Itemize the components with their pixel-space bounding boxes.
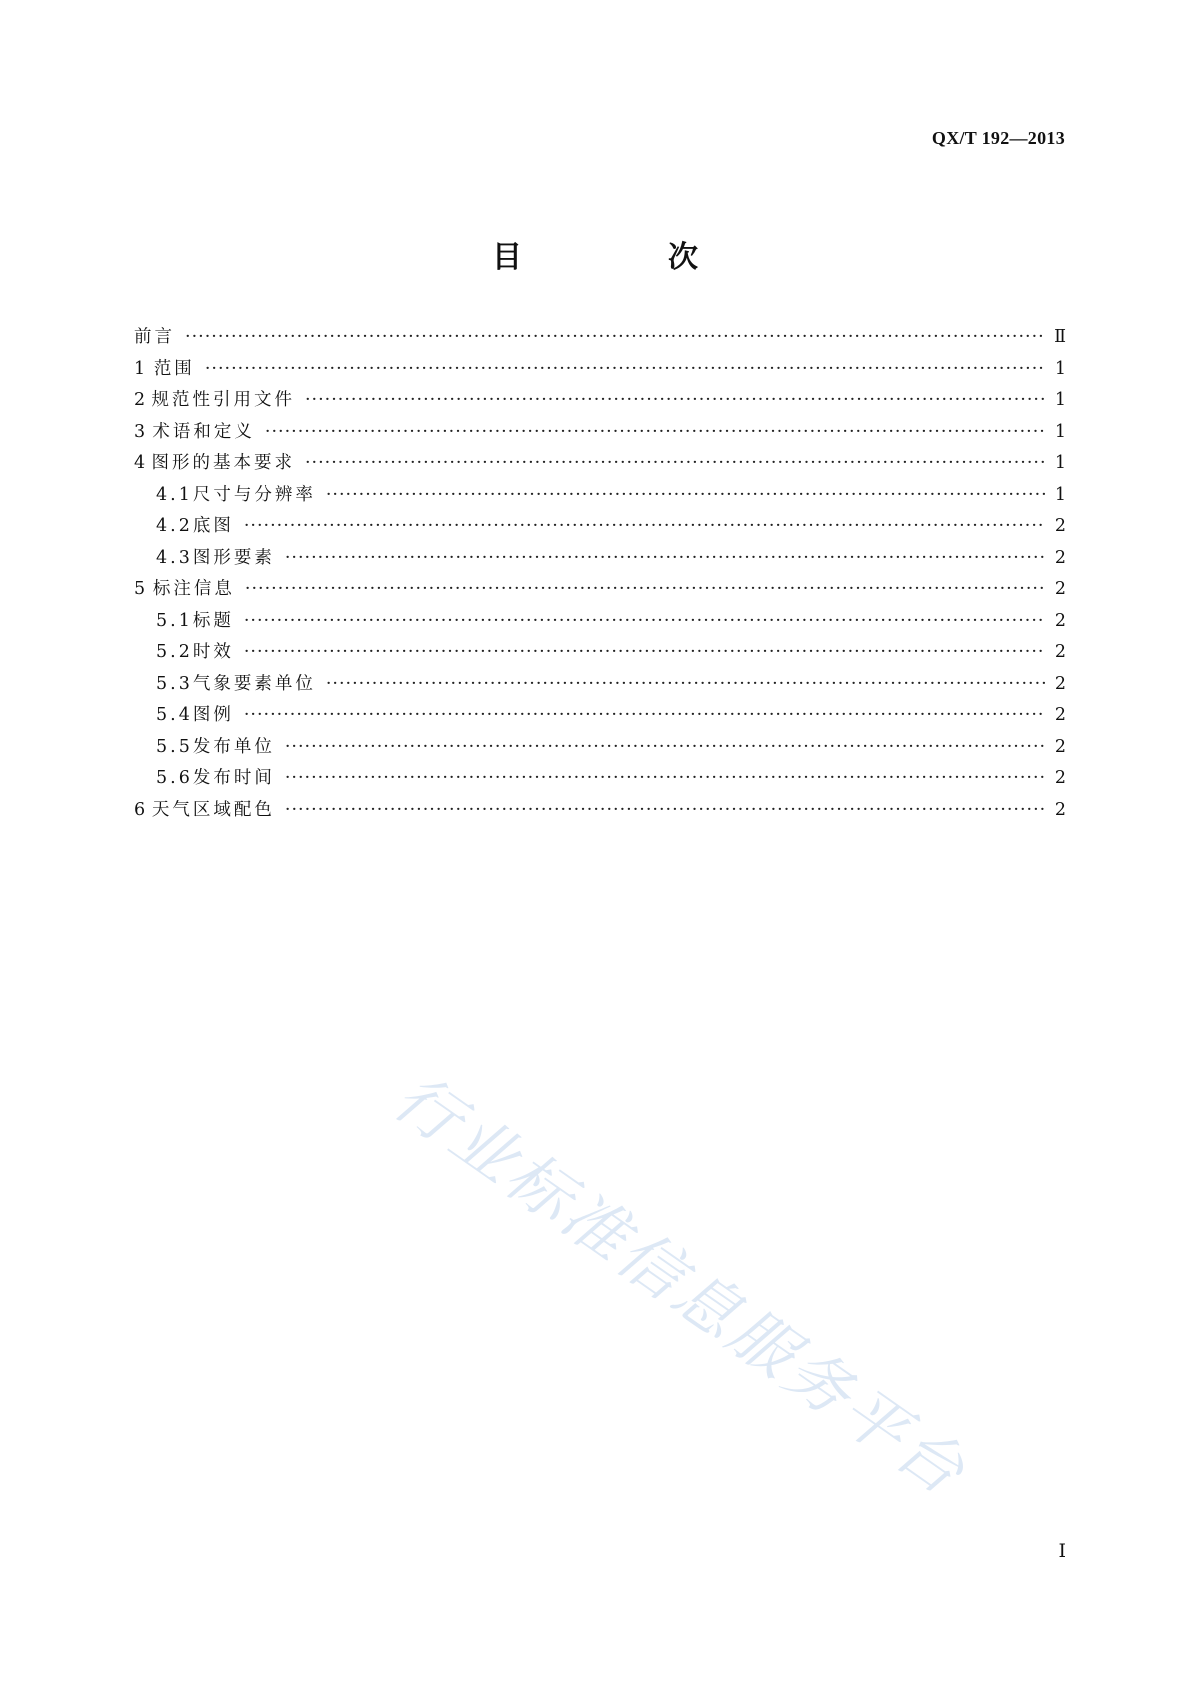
toc-entry[interactable] <box>134 511 1066 543</box>
table-of-contents <box>134 322 1066 826</box>
toc-entry-label: 天气区域配色 <box>151 799 275 820</box>
toc-entry-number: 5.5 <box>156 736 193 757</box>
toc-dot-leader <box>305 385 1046 417</box>
toc-dot-leader <box>285 795 1046 827</box>
toc-entry-label: 术语和定义 <box>152 421 255 442</box>
toc-dot-leader <box>326 669 1046 701</box>
toc-entry-page: 1 <box>1054 390 1066 410</box>
toc-entry[interactable] <box>134 543 1066 575</box>
toc-entry-page: Ⅱ <box>1054 327 1066 347</box>
toc-entry-page: 2 <box>1054 673 1066 694</box>
toc-entry[interactable] <box>134 417 1066 449</box>
toc-entry-page: 2 <box>1054 736 1066 757</box>
toc-entry-number: 5 <box>134 579 149 599</box>
toc-entry-page: 2 <box>1054 516 1066 536</box>
toc-entry-label: 标题 <box>192 610 234 631</box>
toc-entry-page: 2 <box>1054 799 1066 820</box>
toc-dot-leader <box>245 574 1046 606</box>
toc-entry[interactable] <box>134 448 1066 480</box>
toc-entry[interactable] <box>134 322 1066 354</box>
toc-entry-label: 范围 <box>153 358 195 379</box>
toc-entry-page: 2 <box>1054 547 1066 568</box>
toc-entry-number: 1 <box>134 358 149 379</box>
toc-entry-page: 2 <box>1054 768 1066 788</box>
toc-entry-label: 图例 <box>192 705 234 725</box>
toc-entry-page: 2 <box>1054 579 1066 599</box>
toc-entry-page: 1 <box>1054 358 1066 379</box>
toc-entry-number: 6 <box>134 799 149 820</box>
toc-entry[interactable] <box>134 385 1066 417</box>
toc-entry[interactable] <box>134 574 1066 606</box>
toc-entry-label: 时效 <box>192 642 234 662</box>
toc-dot-leader <box>244 700 1046 732</box>
toc-entry-label: 气象要素单位 <box>192 673 316 694</box>
toc-entry[interactable] <box>134 480 1066 512</box>
toc-entry-page: 2 <box>1054 705 1066 725</box>
toc-entry-number: 5.6 <box>156 768 193 788</box>
toc-entry-label: 前言 <box>134 327 175 347</box>
toc-dot-leader <box>244 511 1046 543</box>
toc-entry[interactable] <box>134 606 1066 638</box>
toc-entry-label: 尺寸与分辨率 <box>192 484 316 505</box>
toc-entry-page: 1 <box>1054 484 1066 505</box>
toc-entry[interactable] <box>134 732 1066 764</box>
toc-entry-label: 发布时间 <box>192 768 275 788</box>
toc-entry-page: 1 <box>1054 453 1066 473</box>
toc-entry-number: 4.3 <box>156 547 193 568</box>
page-number: Ⅰ <box>1058 1541 1066 1562</box>
toc-entry-number: 2 <box>134 390 149 410</box>
toc-dot-leader <box>285 763 1046 795</box>
toc-dot-leader <box>326 480 1046 512</box>
toc-entry-page: 2 <box>1054 610 1066 631</box>
toc-entry[interactable] <box>134 795 1066 827</box>
toc-entry-label: 图形的基本要求 <box>151 453 295 473</box>
toc-entry-number: 5.3 <box>156 673 193 694</box>
toc-entry[interactable] <box>134 700 1066 732</box>
toc-dot-leader <box>285 543 1046 575</box>
document-code: QX/T 192—2013 <box>931 128 1065 148</box>
toc-entry[interactable] <box>134 354 1066 386</box>
toc-entry-number: 5.4 <box>156 705 193 725</box>
toc-entry-label: 标注信息 <box>152 579 235 599</box>
toc-entry-number: 4.2 <box>156 516 193 536</box>
toc-entry[interactable] <box>134 637 1066 669</box>
toc-entry-label: 底图 <box>192 516 234 536</box>
toc-dot-leader <box>285 732 1046 764</box>
toc-dot-leader <box>244 637 1046 669</box>
toc-entry-label: 发布单位 <box>192 736 275 757</box>
toc-dot-leader <box>244 606 1046 638</box>
page-title: 目 次 <box>492 240 756 275</box>
toc-dot-leader <box>185 322 1046 354</box>
toc-entry-number: 5.2 <box>156 642 193 662</box>
watermark: 行业标准信息服务平台 <box>380 1060 980 1512</box>
toc-entry-number: 5.1 <box>156 610 193 631</box>
toc-entry[interactable] <box>134 763 1066 795</box>
toc-entry-label: 图形要素 <box>192 547 275 568</box>
toc-entry-page: 1 <box>1054 421 1066 442</box>
toc-entry-number: 3 <box>134 421 149 442</box>
toc-dot-leader <box>205 354 1046 386</box>
toc-dot-leader <box>305 448 1046 480</box>
toc-entry-number: 4 <box>134 453 149 473</box>
toc-entry[interactable] <box>134 669 1066 701</box>
toc-dot-leader <box>265 417 1046 449</box>
toc-entry-page: 2 <box>1054 642 1066 662</box>
toc-entry-number: 4.1 <box>156 484 193 505</box>
toc-entry-label: 规范性引用文件 <box>151 390 295 410</box>
